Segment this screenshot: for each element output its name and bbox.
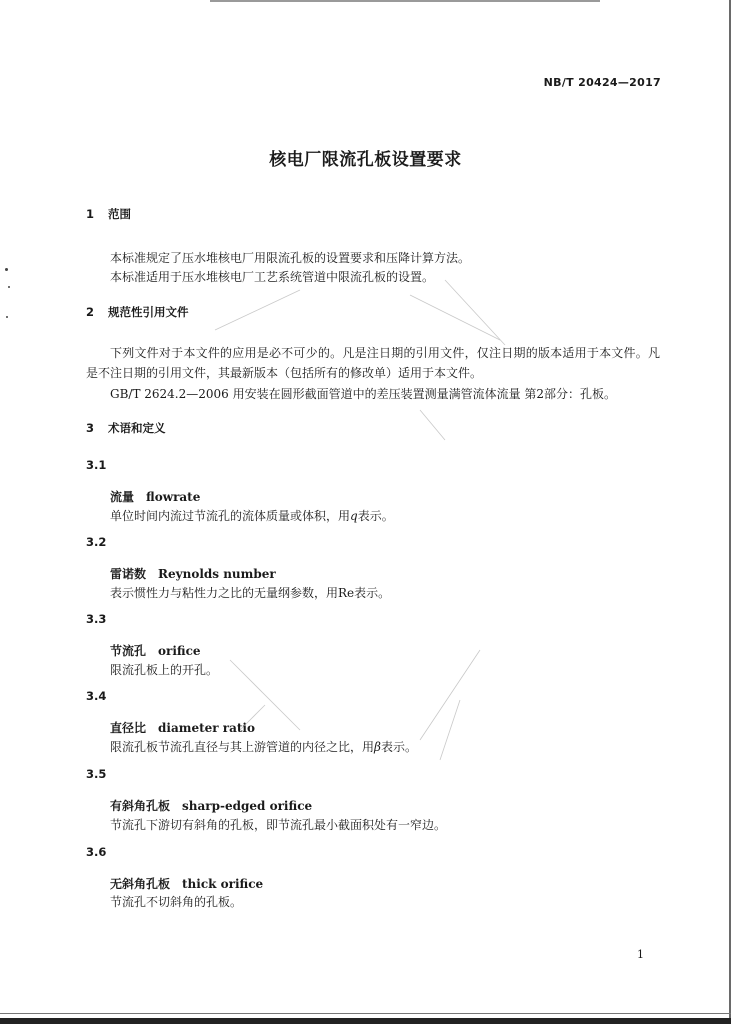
- term-zh: 无斜角孔板: [110, 877, 171, 891]
- definition-end: 表示。: [380, 740, 417, 754]
- term-3-6: [110, 875, 263, 892]
- section-2-heading: [86, 304, 189, 320]
- term-en: orifice: [158, 644, 201, 658]
- clause-3-5-number: 3.5: [86, 767, 107, 781]
- clause-3-4-number: 3.4: [86, 689, 107, 703]
- definition-3-6: 节流孔不切斜角的孔板。: [110, 895, 243, 909]
- section-number: 2: [86, 305, 95, 319]
- definition-text: 限流孔板节流孔直径与其上游管道的内径之比，用: [110, 740, 375, 754]
- term-en: sharp-edged orifice: [182, 799, 313, 813]
- definition-end: 表示。: [357, 509, 394, 523]
- term-3-5: [110, 797, 312, 814]
- term-3-2: [110, 565, 276, 582]
- section-number: 1: [86, 207, 95, 221]
- scan-speck: [6, 316, 8, 318]
- symbol-q: q: [350, 509, 358, 523]
- definition-3-2: 表示惯性力与粘性力之比的无量纲参数，用Re表示。: [110, 586, 391, 600]
- term-en: flowrate: [146, 490, 201, 504]
- definition-text: 单位时间内流过节流孔的流体质量或体积，用: [110, 509, 351, 523]
- section-1-heading: [86, 206, 131, 222]
- section-number: 3: [86, 421, 95, 435]
- section-title: 范围: [108, 207, 131, 221]
- standard-code: NB/T 20424—2017: [543, 76, 661, 89]
- term-zh: 直径比: [110, 721, 147, 735]
- section-2-reference: GB/T 2624.2—2006 用安装在圆形截面管道中的差压装置测量满管流体流量 第2部分：孔板。: [110, 387, 617, 401]
- section-3-heading: [86, 420, 166, 436]
- term-3-1: [110, 488, 200, 505]
- definition-3-5: 节流孔下游切有斜角的孔板，即节流孔最小截面积处有一窄边。: [110, 818, 447, 832]
- scan-edge-bottom: [0, 1018, 731, 1024]
- clause-3-3-number: 3.3: [86, 612, 107, 626]
- page-number: 1: [637, 948, 644, 961]
- term-3-4: [110, 719, 255, 736]
- scan-speck: [5, 268, 8, 271]
- term-3-3: [110, 642, 201, 659]
- section-title: 规范性引用文件: [108, 305, 189, 319]
- section-2-paragraph: 下列文件对于本文件的应用是必不可少的。凡是注日期的引用文件，仅注日期的版本适用于本文件。凡是不注日期的引用文件，其最新版本（包括所有的修改单）适用于本文件。: [86, 346, 660, 380]
- clause-3-6-number: 3.6: [86, 845, 107, 859]
- term-zh: 节流孔: [110, 644, 147, 658]
- definition-3-3: 限流孔板上的开孔。: [110, 663, 219, 677]
- term-zh: 有斜角孔板: [110, 799, 171, 813]
- symbol-beta: β: [374, 740, 381, 754]
- scan-speck: [8, 286, 10, 288]
- scan-edge-top: [210, 0, 600, 2]
- section-1-line-2: 本标准适用于压水堆核电厂工艺系统管道中限流孔板的设置。: [110, 270, 435, 284]
- clause-3-1-number: 3.1: [86, 458, 107, 472]
- section-1-line-1: 本标准规定了压水堆核电厂用限流孔板的设置要求和压降计算方法。: [110, 251, 471, 265]
- definition-3-1: [110, 507, 394, 524]
- term-zh: 流量: [110, 490, 135, 504]
- scan-edge-bottom-line: [0, 1013, 731, 1014]
- section-title: 术语和定义: [108, 421, 166, 435]
- term-zh: 雷诺数: [110, 567, 147, 581]
- term-en: thick orifice: [182, 877, 264, 891]
- term-en: Reynolds number: [158, 567, 276, 581]
- clause-3-2-number: 3.2: [86, 535, 107, 549]
- document-title: 核电厂限流孔板设置要求: [269, 150, 462, 170]
- term-en: diameter ratio: [158, 721, 255, 735]
- definition-3-4: [110, 738, 417, 755]
